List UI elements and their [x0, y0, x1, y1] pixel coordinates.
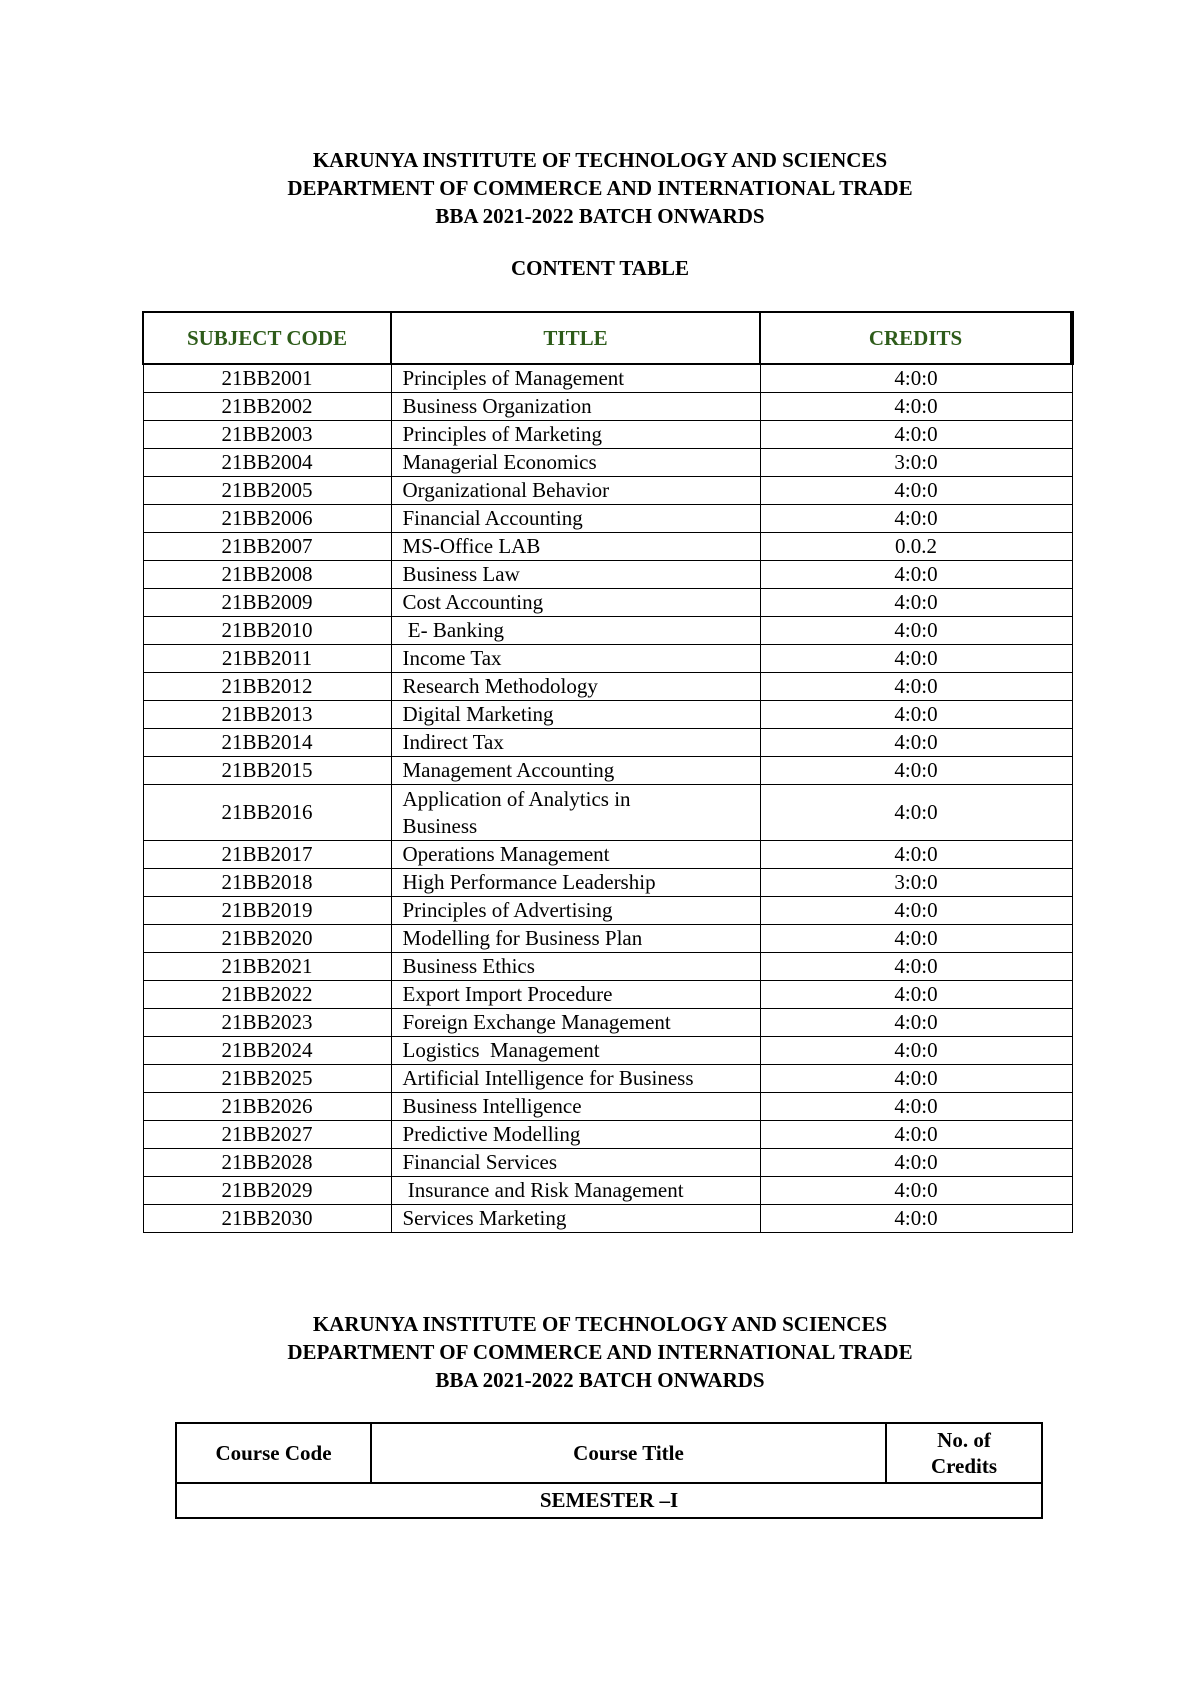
table-row: [143, 393, 1072, 421]
table-row: [143, 1009, 1072, 1037]
header-course-code: Course Code: [176, 1423, 371, 1483]
subject-code-cell: 21BB2023: [143, 1009, 391, 1037]
table-row: [143, 505, 1072, 533]
table-row: [143, 1093, 1072, 1121]
table-row: [143, 701, 1072, 729]
title-cell: Business Organization: [391, 393, 760, 421]
title-cell: Operations Management: [391, 841, 760, 869]
title-cell: Services Marketing: [391, 1205, 760, 1233]
department-name: DEPARTMENT OF COMMERCE AND INTERNATIONAL TRADE: [287, 176, 913, 200]
title-cell: Principles of Marketing: [391, 421, 760, 449]
table-row: [143, 757, 1072, 785]
table-row: [143, 477, 1072, 505]
subject-code-cell: 21BB2027: [143, 1121, 391, 1149]
header-title: TITLE: [391, 312, 760, 364]
title-cell: Principles of Advertising: [391, 897, 760, 925]
title-cell: MS-Office LAB: [391, 533, 760, 561]
credits-cell: 4:0:0: [760, 1177, 1072, 1205]
credits-cell: 4:0:0: [760, 729, 1072, 757]
subject-code-cell: 21BB2029: [143, 1177, 391, 1205]
document-heading-bottom: [0, 1310, 1200, 1394]
table-row: [143, 1065, 1072, 1093]
title-cell: Business Ethics: [391, 953, 760, 981]
header-credits-line1: No. of: [937, 1428, 991, 1452]
credits-cell: 4:0:0: [760, 561, 1072, 589]
subject-code-cell: 21BB2002: [143, 393, 391, 421]
credits-cell: 4:0:0: [760, 1121, 1072, 1149]
title-cell: Business Intelligence: [391, 1093, 760, 1121]
credits-cell: 4:0:0: [760, 897, 1072, 925]
subject-code-cell: 21BB2008: [143, 561, 391, 589]
credits-cell: 4:0:0: [760, 701, 1072, 729]
table-row: [143, 981, 1072, 1009]
credits-cell: 3:0:0: [760, 869, 1072, 897]
table-row: [143, 589, 1072, 617]
title-cell: Business Law: [391, 561, 760, 589]
subject-code-cell: 21BB2024: [143, 1037, 391, 1065]
title-cell: Managerial Economics: [391, 449, 760, 477]
title-cell: Digital Marketing: [391, 701, 760, 729]
table-row: [143, 785, 1072, 841]
content-table: [142, 311, 1074, 1233]
title-cell: E- Banking: [391, 617, 760, 645]
credits-cell: 4:0:0: [760, 477, 1072, 505]
title-cell: Cost Accounting: [391, 589, 760, 617]
subject-code-cell: 21BB2015: [143, 757, 391, 785]
title-cell: Financial Accounting: [391, 505, 760, 533]
credits-cell: 4:0:0: [760, 364, 1072, 393]
subject-code-cell: 21BB2005: [143, 477, 391, 505]
title-cell: Research Methodology: [391, 673, 760, 701]
header-course-title: Course Title: [371, 1423, 886, 1483]
title-cell: Principles of Management: [391, 364, 760, 393]
subject-code-cell: 21BB2019: [143, 897, 391, 925]
table-row: [143, 617, 1072, 645]
subject-code-cell: 21BB2001: [143, 364, 391, 393]
credits-cell: 4:0:0: [760, 1065, 1072, 1093]
title-cell: Income Tax: [391, 645, 760, 673]
subject-code-cell: 21BB2018: [143, 869, 391, 897]
title-cell: Organizational Behavior: [391, 477, 760, 505]
header-no-of-credits: [886, 1423, 1042, 1483]
table-row: [143, 364, 1072, 393]
semester-row: [176, 1483, 1042, 1518]
table-row: [143, 421, 1072, 449]
credits-cell: 4:0:0: [760, 505, 1072, 533]
title-cell: Artificial Intelligence for Business: [391, 1065, 760, 1093]
title-cell: Predictive Modelling: [391, 1121, 760, 1149]
subject-code-cell: 21BB2025: [143, 1065, 391, 1093]
credits-cell: 4:0:0: [760, 673, 1072, 701]
credits-cell: 4:0:0: [760, 785, 1072, 841]
title-cell: Logistics Management: [391, 1037, 760, 1065]
document-heading-top: [0, 146, 1200, 230]
institute-name: KARUNYA INSTITUTE OF TECHNOLOGY AND SCIENCES: [312, 1312, 888, 1336]
subject-code-cell: 21BB2012: [143, 673, 391, 701]
content-table-body: [143, 364, 1072, 1233]
credits-cell: 4:0:0: [760, 981, 1072, 1009]
table-row: [143, 1149, 1072, 1177]
credits-cell: 4:0:0: [760, 1205, 1072, 1233]
subject-code-cell: 21BB2014: [143, 729, 391, 757]
table-row: [143, 533, 1072, 561]
subject-code-cell: 21BB2007: [143, 533, 391, 561]
title-cell: Management Accounting: [391, 757, 760, 785]
table-row: [143, 925, 1072, 953]
subject-code-cell: 21BB2011: [143, 645, 391, 673]
table-row: [143, 673, 1072, 701]
subject-code-cell: 21BB2028: [143, 1149, 391, 1177]
subject-code-cell: 21BB2030: [143, 1205, 391, 1233]
credits-cell: 4:0:0: [760, 1093, 1072, 1121]
title-cell: Modelling for Business Plan: [391, 925, 760, 953]
subject-code-cell: 21BB2020: [143, 925, 391, 953]
title-cell: Insurance and Risk Management: [391, 1177, 760, 1205]
table-row: [143, 645, 1072, 673]
subject-code-cell: 21BB2016: [143, 785, 391, 841]
title-cell: Export Import Procedure: [391, 981, 760, 1009]
table-row: [143, 1177, 1072, 1205]
title-cell: Foreign Exchange Management: [391, 1009, 760, 1037]
subject-code-cell: 21BB2021: [143, 953, 391, 981]
table-row: [143, 953, 1072, 981]
title-cell: Financial Services: [391, 1149, 760, 1177]
subject-code-cell: 21BB2009: [143, 589, 391, 617]
credits-cell: 4:0:0: [760, 757, 1072, 785]
title-cell: Application of Analytics in Business: [391, 785, 760, 841]
institute-name: KARUNYA INSTITUTE OF TECHNOLOGY AND SCIENCES: [312, 148, 888, 172]
credits-cell: 4:0:0: [760, 393, 1072, 421]
table-row: [143, 729, 1072, 757]
credits-cell: 4:0:0: [760, 1037, 1072, 1065]
content-table-header-row: [143, 312, 1072, 364]
table-row: [143, 1205, 1072, 1233]
subject-code-cell: 21BB2022: [143, 981, 391, 1009]
table-row: [143, 449, 1072, 477]
credits-cell: 4:0:0: [760, 589, 1072, 617]
subject-code-cell: 21BB2003: [143, 421, 391, 449]
subject-code-cell: 21BB2026: [143, 1093, 391, 1121]
course-table-header-row: [176, 1423, 1042, 1483]
credits-cell: 4:0:0: [760, 1009, 1072, 1037]
table-row: [143, 869, 1072, 897]
batch-label: BBA 2021-2022 BATCH ONWARDS: [435, 1368, 765, 1392]
subject-code-cell: 21BB2010: [143, 617, 391, 645]
title-cell: Indirect Tax: [391, 729, 760, 757]
credits-cell: 0.0.2: [760, 533, 1072, 561]
subject-code-cell: 21BB2006: [143, 505, 391, 533]
content-table-title: CONTENT TABLE: [511, 256, 689, 280]
subject-code-cell: 21BB2017: [143, 841, 391, 869]
table-row: [143, 1037, 1072, 1065]
semester-label: SEMESTER –I: [176, 1483, 1042, 1518]
table-row: [143, 561, 1072, 589]
course-table: [175, 1422, 1043, 1519]
header-credits-line2: Credits: [930, 1454, 998, 1478]
department-name: DEPARTMENT OF COMMERCE AND INTERNATIONAL TRADE: [287, 1340, 913, 1364]
credits-cell: 4:0:0: [760, 953, 1072, 981]
header-subject-code: SUBJECT CODE: [143, 312, 391, 364]
credits-cell: 4:0:0: [760, 421, 1072, 449]
batch-label: BBA 2021-2022 BATCH ONWARDS: [435, 204, 765, 228]
credits-cell: 4:0:0: [760, 645, 1072, 673]
credits-cell: 4:0:0: [760, 617, 1072, 645]
credits-cell: 4:0:0: [760, 1149, 1072, 1177]
table-row: [143, 1121, 1072, 1149]
credits-cell: 4:0:0: [760, 925, 1072, 953]
table-row: [143, 897, 1072, 925]
table-row: [143, 841, 1072, 869]
subject-code-cell: 21BB2004: [143, 449, 391, 477]
subject-code-cell: 21BB2013: [143, 701, 391, 729]
credits-cell: 4:0:0: [760, 841, 1072, 869]
title-cell: High Performance Leadership: [391, 869, 760, 897]
credits-cell: 3:0:0: [760, 449, 1072, 477]
header-credits: CREDITS: [760, 312, 1072, 364]
